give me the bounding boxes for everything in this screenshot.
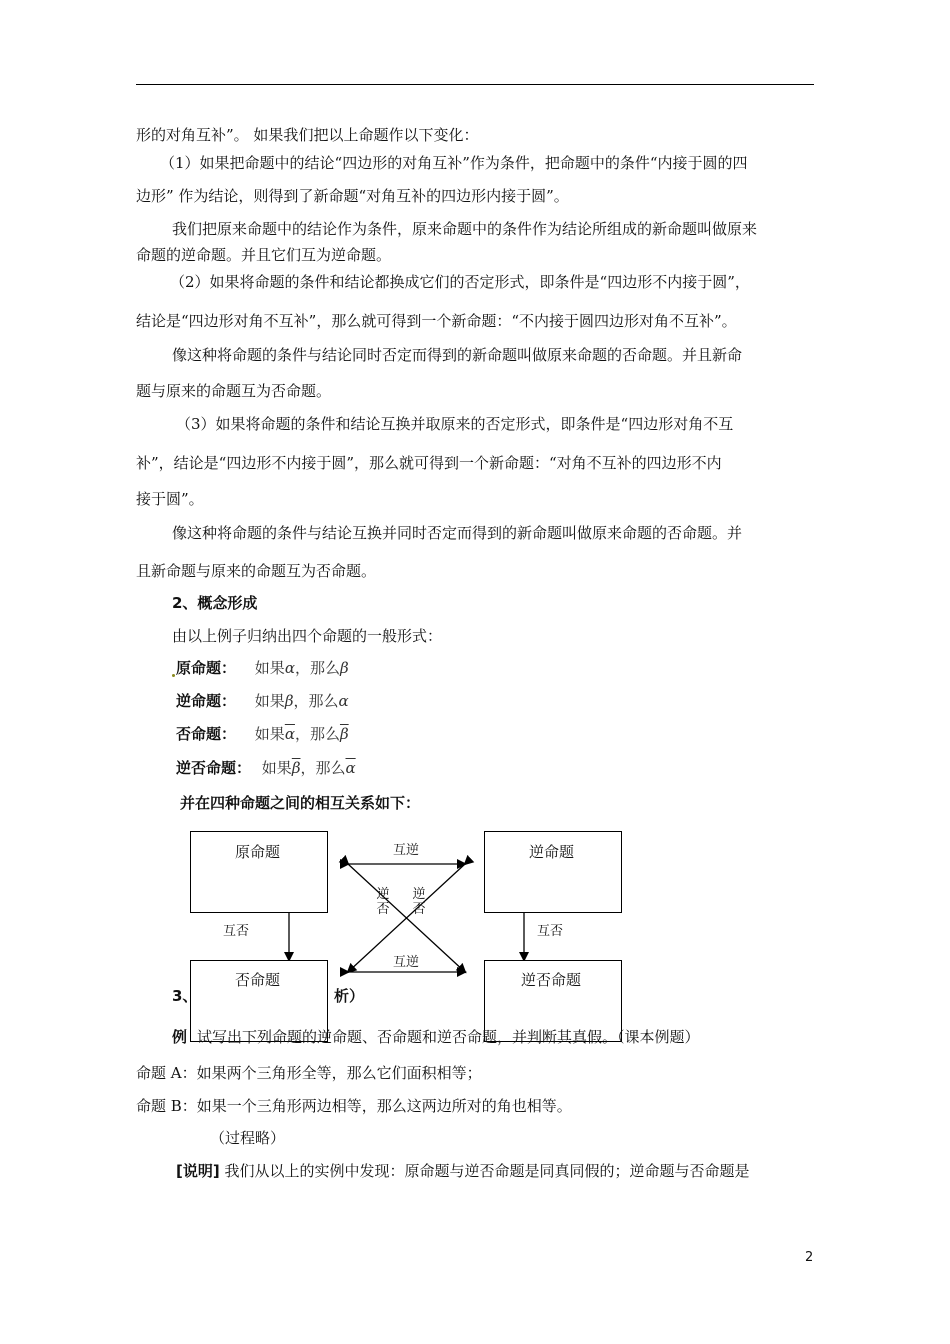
process-note: （过程略） [210,1129,286,1147]
paragraph-line: （2）如果将命题的条件和结论都换成它们的否定形式，即条件是“四边形不内接于圆”， [170,273,750,291]
section-heading: 2、概念形成 [172,594,258,612]
form-row-contrapositive: 逆否命题： 如果$\overline{\beta}$，那么$\overline{\alpha}$ [176,759,356,777]
proposition-b: 命题 B：如果一个三角形两边相等，那么这两边所对的角也相等。 [136,1097,572,1115]
paragraph-line: 我们把原来命题中的结论作为条件，原来命题中的条件作为结论所组成的新命题叫做原来 [172,220,758,238]
form-row-original: 原命题： 如果α，那么β [176,659,349,677]
section-intro: 由以上例子归纳出四个命题的一般形式： [172,627,443,645]
label-bottom-converse: 互逆 [393,955,420,970]
relation-title: 并在四种命题之间的相互关系如下： [180,794,421,812]
paragraph-line: 像这种将命题的条件与结论同时否定而得到的新命题叫做原来命题的否命题。并且新命 [172,346,743,364]
label-right-inverse: 互否 [537,924,564,939]
label-diag-left: 逆 否 [376,887,390,917]
paragraph-line: 命题的逆命题。并且它们互为逆命题。 [136,246,392,264]
page-number: 2 [805,1250,814,1265]
box-contrapositive: 逆否命题 [484,960,622,1042]
label-diag-right: 逆 否 [412,887,426,917]
example-line: 例 试写出下列命题的逆命题、否命题和逆否命题，并判断其真假。（课本例题） [172,1028,700,1046]
explanation-line: [说明] 我们从以上的实例中发现：原命题与逆否命题是同真同假的；逆命题与否命题是 [176,1162,750,1180]
section3-heading-end: 析） [334,987,365,1005]
label-left-inverse: 互否 [223,924,250,939]
paragraph-line: 结论是“四边形对角不互补”，那么就可得到一个新命题：“不内接于圆四边形对角不互补”。 [136,312,737,330]
box-converse: 逆命题 [484,831,622,913]
paragraph-line: 形的对角互补”。 如果我们把以上命题作以下变化： [136,126,479,144]
form-row-converse: 逆命题： 如果β，那么α [176,692,349,710]
form-row-inverse: 否命题： 如果$\overline{\alpha}$，那么$\overline{\beta}$ [176,725,349,743]
box-inverse: 否命题 [190,960,328,1042]
paragraph-line: （3）如果将命题的条件和结论互换并取原来的否定形式，即条件是“四边形对角不互 [176,415,734,433]
section3-heading-start: 3、 [172,987,198,1005]
paragraph-line: 像这种将命题的条件与结论互换并同时否定而得到的新命题叫做原来命题的否命题。并 [172,524,743,542]
box-original: 原命题 [190,831,328,913]
paragraph-line: 接于圆”。 [136,490,204,508]
paragraph-line: （1）如果把命题中的结论“四边形的对角互补”作为条件，把命题中的条件“内接于圆的四 [160,154,748,172]
proposition-a: 命题 A：如果两个三角形全等，那么它们面积相等； [136,1064,482,1082]
paragraph-line: 题与原来的命题互为否命题。 [136,382,332,400]
paragraph-line: 补”，结论是“四边形不内接于圆”，那么就可得到一个新命题：“对角不互补的四边形不内 [136,454,722,472]
paragraph-line: 且新命题与原来的命题互为否命题。 [136,562,377,580]
label-top-converse: 互逆 [393,843,420,858]
paragraph-line: 边形” 作为结论，则得到了新命题“对角互补的四边形内接于圆”。 [136,187,569,205]
